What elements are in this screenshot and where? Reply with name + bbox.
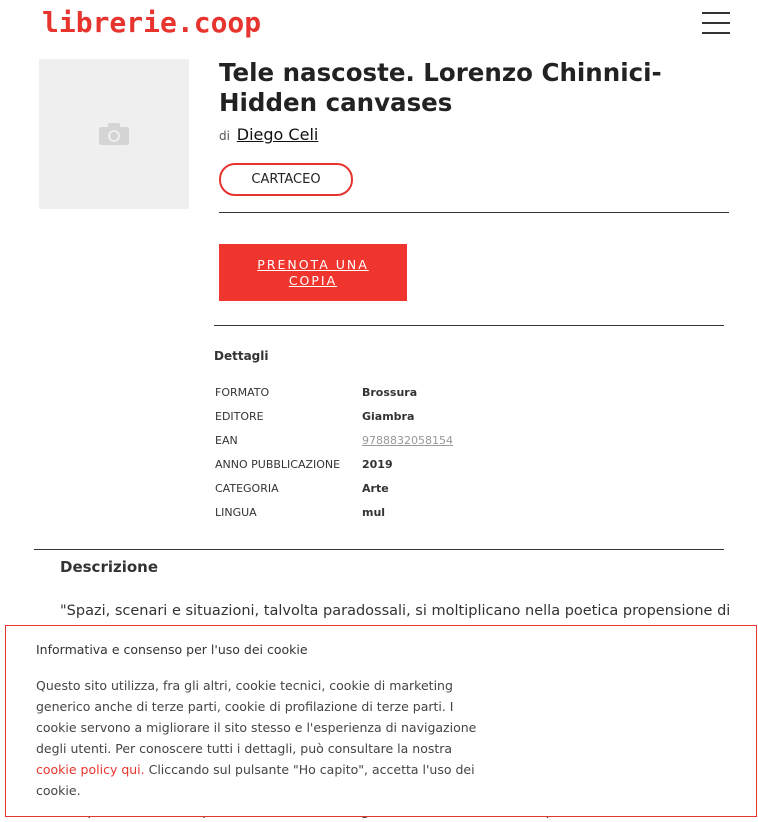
description-heading: Descrizione: [60, 558, 159, 576]
details-table: [215, 380, 453, 524]
detail-value: Giambra: [362, 409, 415, 423]
book-cover-placeholder: [39, 59, 189, 209]
detail-row-formato: [215, 380, 453, 404]
detail-value: mul: [362, 505, 386, 519]
detail-label: ANNO PUBBLICAZIONE: [215, 457, 341, 471]
cookie-consent-banner: [5, 625, 757, 817]
divider: [219, 212, 729, 213]
detail-row-categoria: [215, 476, 453, 500]
menu-icon[interactable]: [702, 12, 730, 34]
detail-row-lingua: [215, 500, 453, 524]
cookie-text-before: Questo sito utilizza, fra gli altri, cookie tecnici, cookie di marketing generico anche di terze parti, cookie di profilazione di terze parti. I cookie servono a migliorare il sito stesso e l'esperienza di navigazione degli utenti. Per conoscere tutti i dettagli, può consultare la nostra: [36, 678, 477, 756]
detail-row-anno: [215, 452, 453, 476]
description-text: "Spazi, scenari e situazioni, talvolta paradossali, si moltiplicano nella poetica propensione di: [60, 603, 731, 619]
detail-value: Arte: [362, 481, 389, 495]
cookie-title: Informativa e consenso per l'uso dei cookie: [36, 642, 308, 657]
detail-label: EDITORE: [215, 409, 264, 423]
author-line: [219, 125, 318, 144]
author-link[interactable]: Diego Celi: [236, 125, 319, 144]
detail-row-editore: [215, 404, 453, 428]
author-prefix: di: [219, 129, 230, 143]
detail-value: Brossura: [362, 385, 418, 399]
reserve-copy-button[interactable]: PRENOTA UNA COPIA: [219, 244, 407, 301]
format-option-cartaceo[interactable]: CARTACEO: [219, 163, 353, 196]
detail-label: CATEGORIA: [215, 481, 279, 495]
divider: [214, 325, 724, 326]
site-logo[interactable]: [42, 6, 288, 40]
site-header: [0, 0, 758, 46]
detail-value: 2019: [362, 457, 393, 471]
cookie-text-after: Cliccando sul pulsante "Ho capito", accetta l'uso dei cookie.: [36, 762, 475, 798]
ean-link[interactable]: 9788832058154: [362, 433, 453, 447]
cookie-policy-link[interactable]: cookie policy qui.: [36, 762, 145, 777]
detail-label: FORMATO: [215, 385, 270, 399]
detail-label: EAN: [215, 433, 238, 447]
logo-text: librerie.coop: [42, 6, 262, 39]
cookie-text: [36, 675, 486, 801]
details-heading: Dettagli: [214, 349, 269, 363]
divider: [34, 549, 724, 550]
detail-label: LINGUA: [215, 505, 257, 519]
book-title: Tele nascoste. Lorenzo Chinnici-Hidden canvases: [219, 58, 662, 117]
detail-row-ean: [215, 428, 453, 452]
camera-icon: [99, 123, 129, 145]
